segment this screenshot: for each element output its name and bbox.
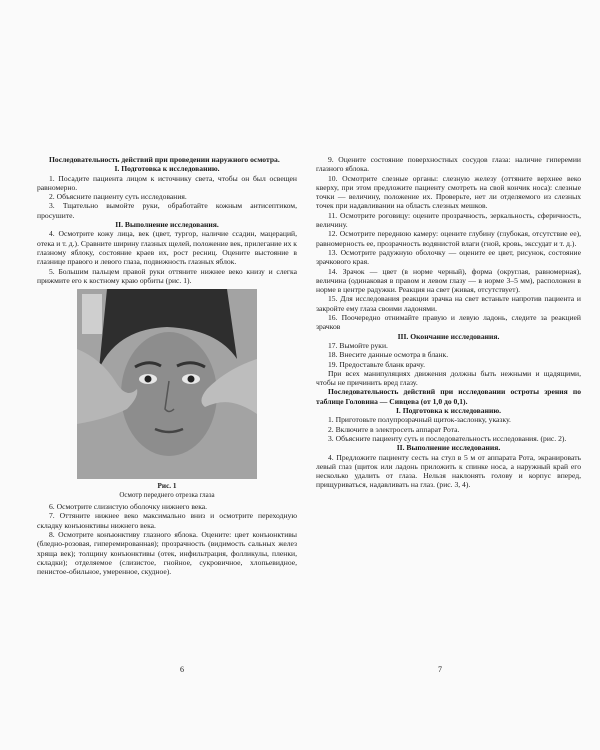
paragraph: 6. Осмотрите слизистую оболочку нижнего века. — [49, 502, 208, 512]
paragraph: 3. Объясните пациенту суть и последовательность исследования. (рис. 2). — [328, 433, 567, 443]
eye-exam-photo — [77, 289, 257, 479]
paragraph: 2. Объясните пациенту суть исследования. — [49, 192, 187, 202]
paragraph: 19. Предоставьте бланк врачу. — [328, 359, 425, 369]
left-section-1: I. Подготовка к исследованию. — [114, 164, 220, 174]
page-number-right: 7 — [438, 665, 442, 674]
paragraph: 13. Осмотрите радужную оболочку — оцените ее цвет, рисунок, состояние зрачкового края. — [316, 247, 581, 267]
paragraph: 4. Предложите пациенту сесть на стул в 5 м от аппарата Рота, экранировать левый глаз (щиток или ладонь приложить к спинке носа, а наружный край его несколько удалить от глаза. Нельзя наклонять голову и корпус вперед, прищуриваться, надавливать на глаз. (рис. 3, 4). — [316, 452, 581, 490]
left-section-2: II. Выполнение исследования. — [115, 220, 219, 230]
paragraph: 18. Внесите данные осмотра в бланк. — [328, 350, 449, 360]
paragraph: 17. Вымойте руки. — [328, 340, 388, 350]
paragraph: 4. Осмотрите кожу лица, век (цвет, тургор, наличие ссадин, мацераций, отека и т. д.). Сравните ширину глазных щелей, положение век, прилегание их к глазному яблоку, состояние краев их, рост ресниц. Оцените выстояние в глазнице правого и левого глаза, подвижность глазных яблок. — [37, 229, 297, 267]
left-title: Последовательность действий при проведении наружного осмотра. — [49, 155, 280, 164]
right-page — [316, 155, 581, 490]
paragraph: 14. Зрачок — цвет (в норме черный), форма (округлая, равномерная), величина (одинаковая в правом и левом глазу — в норме 3–5 мм), расположен в норме в центре радужки. Реакция на свет (живая, отсутствует). — [316, 266, 581, 295]
paragraph: 1. Посадите пациента лицом к источнику света, чтобы он был освещен равномерно. — [37, 173, 297, 192]
paragraph: 3. Тщательно вымойте руки, обработайте кожным антисептиком, просушите. — [37, 201, 297, 220]
right-section-3: III. Окончание исследования. — [397, 331, 500, 341]
paragraph: 5. Большим пальцем правой руки оттяните нижнее веко книзу и слегка прижмите его к костному краю орбиты (рис. 1). — [37, 266, 297, 285]
note-paragraph: При всех манипуляциях движения должны быть нежными и щадящими, чтобы не причинить вред глазу. — [316, 368, 581, 388]
paragraph: 11. Осмотрите роговицу: оцените прозрачность, зеркальность, сферичность, величину. — [316, 210, 581, 230]
paragraph: 9. Оцените состояние поверхностных сосудов глаза: наличие гиперемии глазного яблока. — [316, 155, 581, 174]
paragraph: 7. Оттяните нижнее веко максимально вниз и осмотрите переходную складку конъюнктивы нижнего века. — [37, 511, 297, 530]
paragraph: 2. Включите в электросеть аппарат Рота. — [328, 424, 460, 434]
right-section-5: II. Выполнение исследования. — [396, 443, 501, 453]
figure-1 — [37, 289, 297, 500]
paragraph: 12. Осмотрите переднюю камеру: оцените глубину (глубокая, отсутствие ее), равномерность ее, прозрачность водянистой влаги (гной, кровь, экссудат и т. д.). — [316, 229, 581, 248]
paragraph: 1. Приготовьте полупрозрачный щиток-заслонку, указку. — [328, 415, 511, 425]
paragraph: 10. Осмотрите слезные органы: слезную железу (оттяните верхнее веко кверху, при этом предложите пациенту смотреть на свой кончик носа): слезные точки — величину, положение их. Проверьте, нет ли отделяемого из слезных точек при надавливании на область слезных мешков. — [316, 173, 581, 211]
right-section-4: I. Подготовка к исследованию. — [395, 406, 502, 416]
figure-title: Рис. 1 — [157, 482, 177, 491]
left-page — [37, 155, 297, 577]
figure-caption: Осмотр переднего отрезка глаза — [119, 491, 215, 500]
right-title-2: Последовательность действий при исследовании остроты зрения по таблице Головина — Сивцева (от 1,0 до 0,1). — [316, 387, 581, 406]
page-number-left: 6 — [180, 665, 184, 674]
paragraph: 16. Поочередно отнимайте правую и левую ладонь, следите за реакцией зрачков — [316, 313, 581, 332]
paragraph: 8. Осмотрите конъюнктиву глазного яблока. Оцените: цвет конъюнктивы (бледно-розовая, гиперемированная); прозрачность (видимость сальных желез хряща век); толщину конъюнктивы (отек, инфильтрация, фолликулы, пленки, складки); отделяемое (слизистое, гнойное, сукровичное, хлопьевидное, пенистое-обильное, умеренное, скудное). — [37, 530, 297, 577]
paragraph: 15. Для исследования реакции зрачка на свет встаньте напротив пациента и закройте ему глаза своими ладонями. — [316, 294, 581, 313]
